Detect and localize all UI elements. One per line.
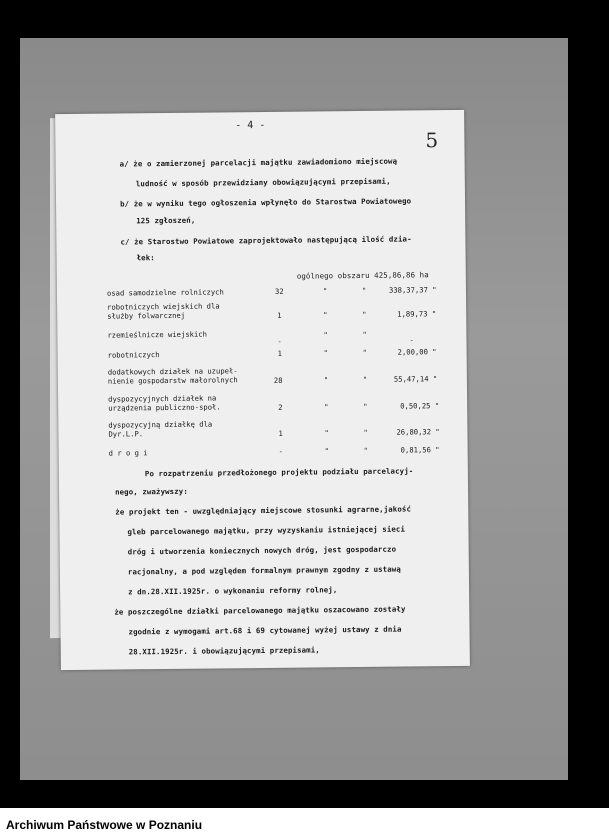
row-label: rzemieślnicze wiejskich [107,329,207,340]
row-label: robotniczych wiejskich dla służby folwarcznej [107,301,220,321]
row-label: dyspozycyjnych działek na urządzenia publiczno-społ. [108,393,221,413]
row-ditto: " [323,310,328,320]
handwritten-page-number: 5 [425,128,439,153]
intro-line: b/ że w wyniku tego ogłoszenia wpłynęło do Starostwa Powiatowego [119,196,412,209]
intro-line: c/ że Starostwo Powiatowe zaprojektowało następującą ilość dzia- [120,234,412,247]
row-count: 1 [277,310,282,320]
row-label: d r o g i [108,448,148,458]
row-count: - [278,446,284,456]
row-label: dodatkowych działek na uzupeł- nienie gospodarstw małorolnych [107,366,238,386]
body-line: racjonalny, a pod względem formalnym prawnym zgodny z ustawą [127,564,401,577]
row-count: 2 [278,402,283,412]
row-ditto: " [363,401,368,411]
body-line: że poszczególne działki parcelowanego majątku oszacowano zostały [114,604,406,617]
row-label: osad samodzielne rolniczych [106,287,224,298]
document-page [55,110,470,670]
row-area: - [409,335,414,345]
row-ditto: " [362,309,367,319]
row-ditto: " [362,329,367,339]
row-ditto: " [323,330,328,340]
row-count: 32 [274,286,284,296]
row-area: 0,50,25 " [400,401,440,411]
row-ditto: " [324,428,329,438]
body-line: nego, zważywszy: [115,486,188,497]
row-count: - [277,336,282,346]
page-marker: - 4 - [235,119,266,132]
row-area: 338,37,37 " [388,285,437,295]
table-row [57,300,466,330]
row-ditto: " [362,374,368,384]
row-area: 55,47,14 " [393,374,438,384]
intro-line: 125 zgłoszeń, [136,215,196,226]
row-label: dyspozycyjną działkę dla Dyr.L.P. [108,419,213,439]
row-ditto: " [363,427,368,437]
row-label: robotniczych [107,350,160,360]
intro-line: ludność w sposób przewidziany obowiązującymi przepisami, [135,176,391,189]
archive-name: Archiwum Państwowe w Poznaniu [6,818,203,832]
table-header: ogólnego obszaru 425,86,86 ha [296,270,429,281]
body-line: dróg i utworzenia koniecznych nowych dróg, jest gospodarczo [127,544,397,557]
row-ditto: " [323,375,329,385]
row-ditto: " [361,285,367,295]
row-ditto: " [323,348,328,358]
row-ditto: " [324,446,330,456]
intro-line: łek: [136,253,155,263]
row-ditto: " [362,347,367,357]
row-count: 1 [278,428,283,438]
body-line: że projekt ten - uwzględniający miejscowe stosunki agrarne,jakość [115,504,412,517]
body-line: zgodnie z wymogami art.68 i 69 cytowanej wyżej ustawy z dnia [128,624,402,637]
row-count: 1 [277,348,282,358]
row-ditto: " [363,445,369,455]
row-ditto: " [322,286,328,296]
body-line: gleb parcelowanego majątku, przy wyzyskaniu istniejącej sieci [127,524,406,537]
row-area: 26,80,32 " [396,427,440,437]
row-area: 1,89,73 " [397,309,437,319]
row-count: 28 [273,375,283,385]
body-line: Po rozpatrzeniu przedłożonego projektu podziału parcelacyj- [144,466,414,479]
table-row [58,365,467,395]
row-ditto: " [324,402,329,412]
archive-footer [0,808,609,840]
row-area: 0,81,56 " [400,445,440,455]
intro-line: a/ że o zamierzonej parcelacji majątku zawiadomiono miejscową [119,156,398,169]
body-line: 28.XII.1925r. i obowiązującymi przepisami, [128,645,320,657]
body-line: z dn.28.XII.1925r. o wykonaniu reformy rolnej, [128,585,338,597]
row-area: 2,00,00 " [397,347,437,357]
